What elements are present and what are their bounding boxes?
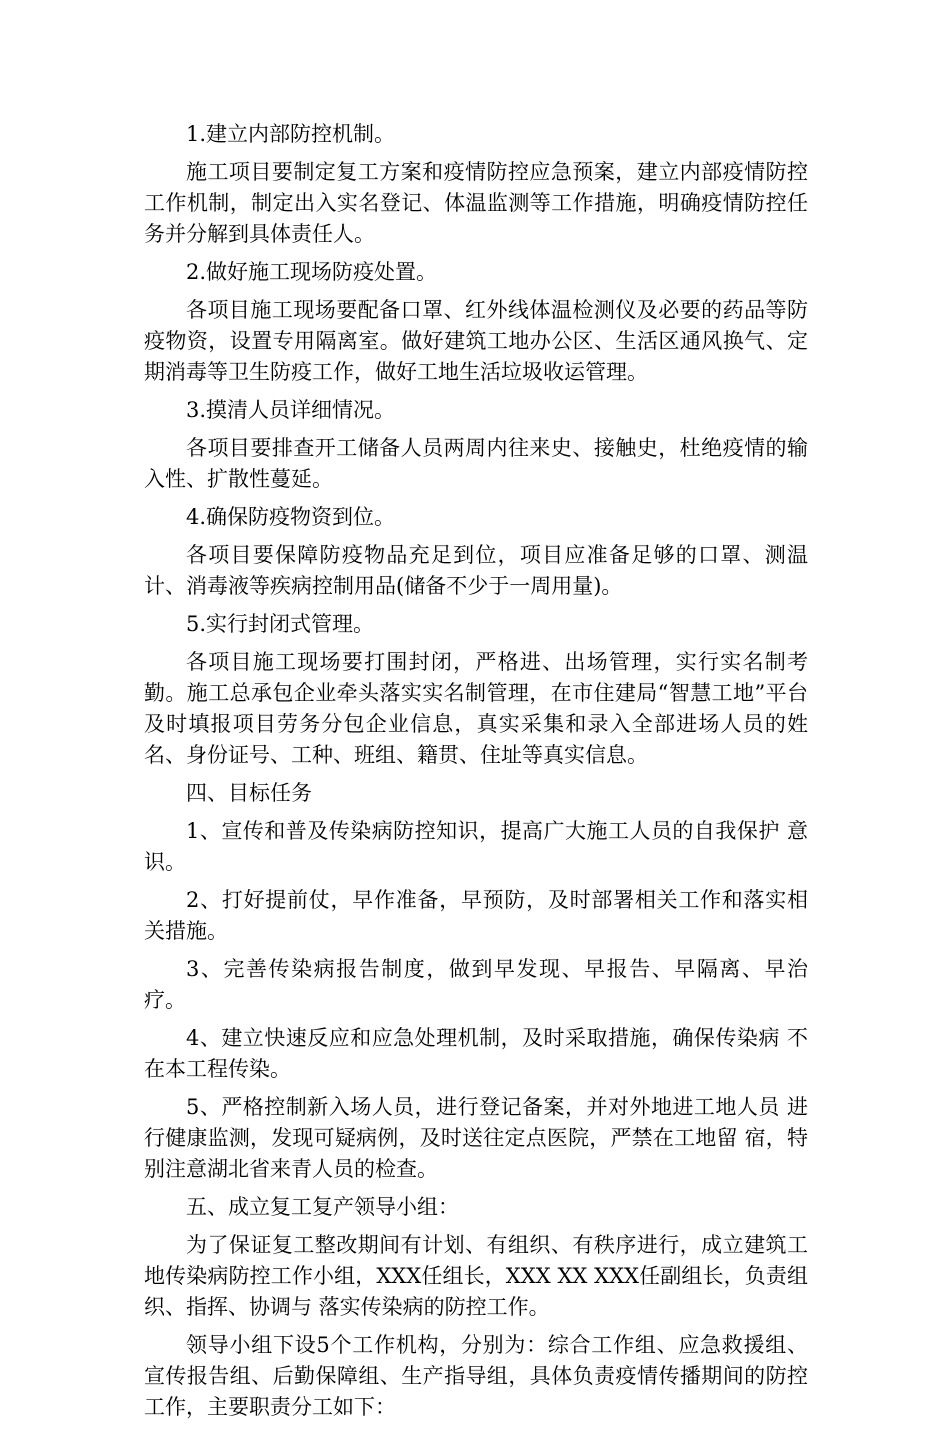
target-item-2: 2、打好提前仗，早作准备，早预防，及时部署相关工作和落实相关措施。 [144, 888, 808, 943]
heading-1-internal-control: 1.建立内部防控机制。 [186, 122, 396, 146]
paragraph-closed-management: 各项目施工现场要打围封闭，严格进、出场管理，实行实名制考勤。施工总承包企业牵头落实实名制管理，在市住建局“智慧工地”平台及时填报项目劳务分包企业信息，真实采集和录入全部进场人员的姓名、身份证号、工种、班组、籍贯、住址等真实信息。 [144, 650, 808, 767]
paragraph-internal-control: 施工项目要制定复工方案和疫情防控应急预案，建立内部疫情防控工作机制，制定出入实名登记、体温监测等工作措施，明确疫情防控任务并分解到具体责任人。 [144, 160, 808, 246]
heading-5-closed-management: 5.实行封闭式管理。 [186, 612, 375, 636]
paragraph-leadership-group: 为了保证复工整改期间有计划、有组织、有秩序进行，成立建筑工地传染病防控工作小组，XXX任组长，XXX XX XXX任副组长，负责组织、指挥、协调与 落实传染病的防控工作。 [144, 1233, 808, 1319]
target-item-3: 3、完善传染病报告制度，做到早发现、早报告、早隔离、早治疗。 [144, 957, 808, 1012]
heading-2-site-disposal: 2.做好施工现场防疫处置。 [186, 260, 438, 284]
heading-3-personnel: 3.摸清人员详细情况。 [186, 398, 396, 422]
target-item-1: 1、宣传和普及传染病防控知识，提高广大施工人员的自我保护 意识。 [144, 819, 808, 874]
section-heading-targets: 四、目标任务 [186, 781, 312, 805]
document-body [144, 119, 808, 1430]
target-item-4: 4、建立快速反应和应急处理机制，及时采取措施，确保传染病 不在本工程传染。 [144, 1026, 808, 1081]
heading-4-supplies: 4.确保防疫物资到位。 [186, 505, 396, 529]
paragraph-site-disposal: 各项目施工现场要配备口罩、红外线体温检测仪及必要的药品等防疫物资，设置专用隔离室。做好建筑工地办公区、生活区通风换气、定期消毒等卫生防疫工作，做好工地生活垃圾收运管理。 [144, 298, 808, 384]
paragraph-working-bodies: 领导小组下设5个工作机构，分别为：综合工作组、应急救援组、宣传报告组、后勤保障组、生产指导组，具体负责疫情传播期间的防控工作，主要职责分工如下： [144, 1333, 808, 1419]
target-item-5: 5、严格控制新入场人员，进行登记备案，并对外地进工地人员 进行健康监测，发现可疑病例，及时送往定点医院，严禁在工地留 宿，特别注意湖北省来青人员的检查。 [144, 1095, 808, 1181]
section-heading-leadership-group: 五、成立复工复产领导小组： [186, 1195, 459, 1219]
paragraph-supplies: 各项目要保障防疫物品充足到位，项目应准备足够的口罩、测温计、消毒液等疾病控制用品(储备不少于一周用量)。 [144, 543, 808, 598]
paragraph-personnel: 各项目要排查开工储备人员两周内往来史、接触史，杜绝疫情的输入性、扩散性蔓延。 [144, 436, 808, 491]
